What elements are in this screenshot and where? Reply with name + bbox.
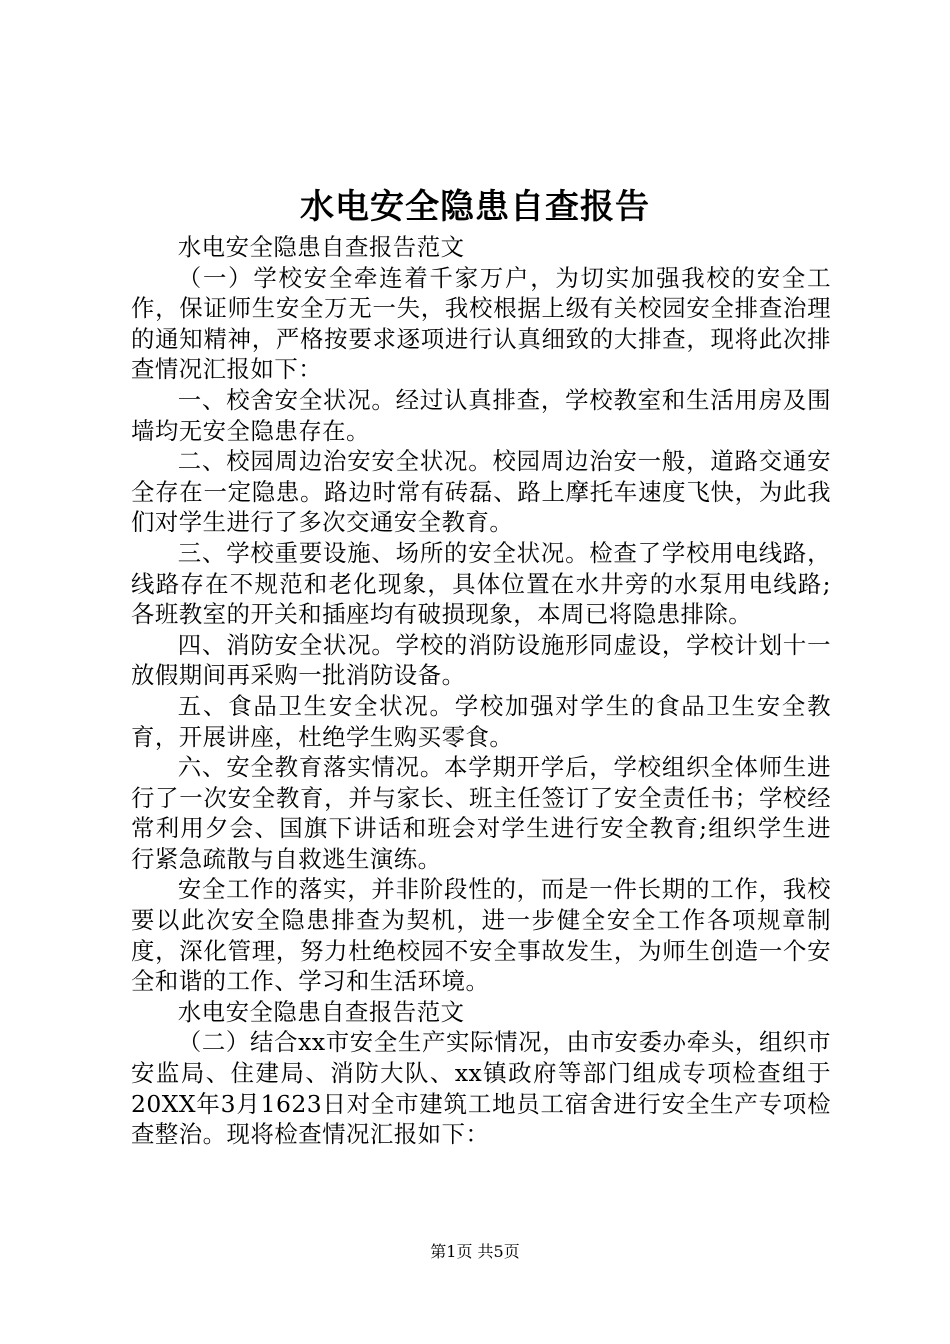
page-footer: 第1页 共5页 [430, 1242, 520, 1261]
document-title: 水电安全隐患自查报告 [300, 187, 650, 227]
paragraph: （一）学校安全牵连着千家万户，为切实加强我校的安全工作，保证师生安全万无一失，我校根据上级有关校园安全排查治理的通知精神，严格按要求逐项进行认真细致的大排查，现将此次排查情况汇报如下： [131, 263, 831, 384]
paragraph: 三、学校重要设施、场所的安全状况。检查了学校用电线路，线路存在不规范和老化现象，具体位置在水井旁的水泵用电线路;各班教室的开关和插座均有破损现象，本周已将隐患排除。 [131, 538, 831, 629]
paragraph: 水电安全隐患自查报告范文 [177, 233, 465, 261]
paragraph: （二）结合xx市安全生产实际情况，由市安委办牵头，组织市安监局、住建局、消防大队、xx镇政府等部门组成专项检查组于20XX年3月1623日对全市建筑工地员工宿舍进行安全生产专项检查整治。现将检查情况汇报如下： [131, 1028, 831, 1149]
document-body [131, 232, 831, 1150]
paragraph: 六、安全教育落实情况。本学期开学后，学校组织全体师生进行了一次安全教育，并与家长、班主任签订了安全责任书；学校经常利用夕会、国旗下讲话和班会对学生进行安全教育;组织学生进行紧急疏散与自救逃生演练。 [131, 753, 831, 873]
paragraph: 四、消防安全状况。学校的消防设施形同虚设，学校计划十一放假期间再采购一批消防设备。 [131, 630, 831, 690]
paragraph: 安全工作的落实，并非阶段性的，而是一件长期的工作，我校要以此次安全隐患排查为契机，进一步健全安全工作各项规章制度，深化管理，努力杜绝校园不安全事故发生，为师生创造一个安全和谐的工作、学习和生活环境。 [131, 875, 831, 996]
paragraph: 水电安全隐患自查报告范文 [177, 997, 465, 1026]
paragraph: 二、校园周边治安安全状况。校园周边治安一般，道路交通安全存在一定隐患。路边时常有砖磊、路上摩托车速度飞快，为此我们对学生进行了多次交通安全教育。 [131, 447, 831, 537]
paragraph: 五、食品卫生安全状况。学校加强对学生的食品卫生安全教育，开展讲座，杜绝学生购买零食。 [131, 691, 831, 751]
paragraph: 一、校舍安全状况。经过认真排查，学校教室和生活用房及围墙均无安全隐患存在。 [131, 385, 831, 445]
